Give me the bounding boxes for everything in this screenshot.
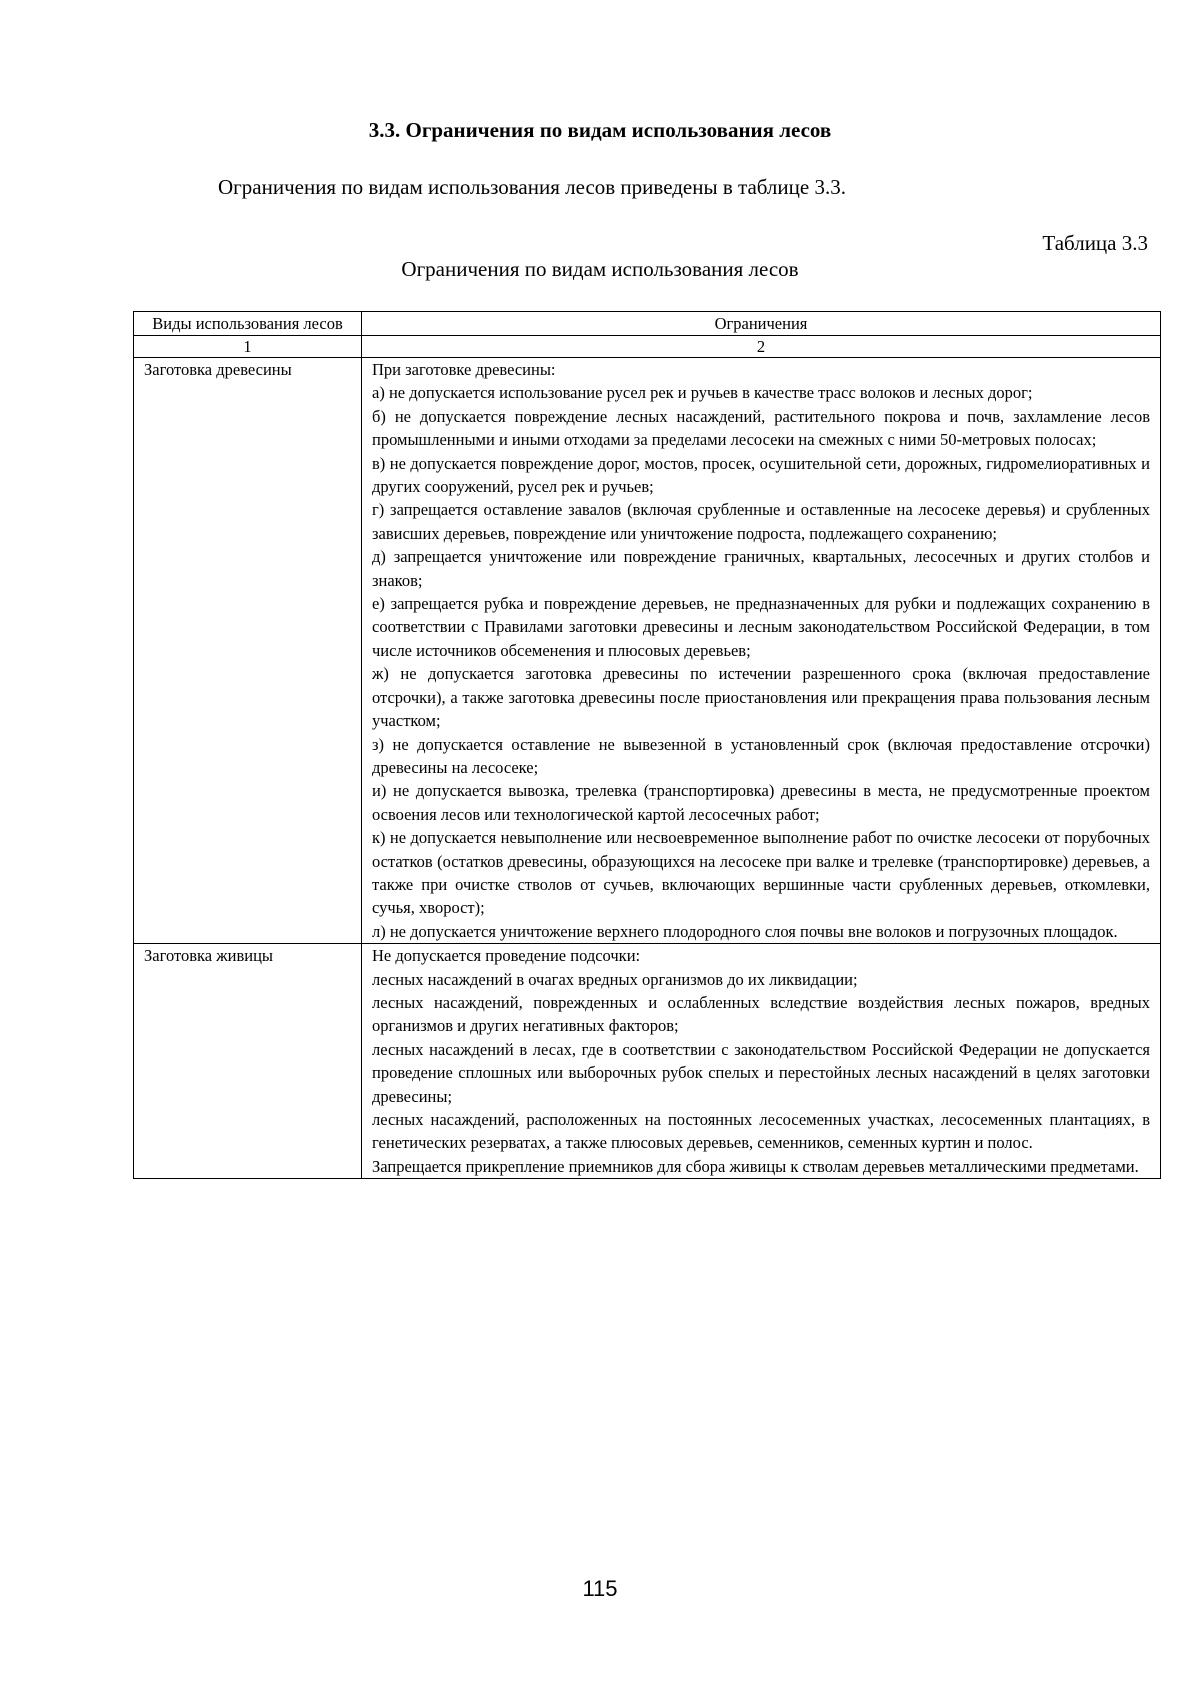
- restrictions-cell: [362, 944, 1161, 1179]
- restriction-paragraph: и) не допускается вывозка, трелевка (транспортировка) древесины в места, не предусмотренные проектом освоения лесов или технологической картой лесосечных работ;: [372, 781, 1150, 824]
- table-row: [134, 358, 1161, 944]
- restriction-paragraph: лесных насаждений, поврежденных и ослабленных вследствие воздействия лесных пожаров, вредных организмов и других негативных факторов;: [372, 992, 1150, 1036]
- section-heading: 3.3. Ограничения по видам использования лесов: [368, 118, 832, 142]
- column-number-2: 2: [362, 336, 1161, 358]
- intro-paragraph: Ограничения по видам использования лесов приведены в таблице 3.3.: [218, 175, 846, 199]
- table-row: [134, 944, 1161, 1179]
- restriction-paragraph: л) не допускается уничтожение верхнего плодородного слоя почвы вне волоков и погрузочных площадок.: [372, 921, 1118, 941]
- restriction-paragraph: лесных насаждений в очагах вредных организмов до их ликвидации;: [372, 969, 858, 989]
- header-restrictions: Ограничения: [362, 312, 1161, 336]
- restrictions-cell: [362, 358, 1161, 944]
- restriction-paragraph: При заготовке древесины:: [372, 360, 556, 379]
- restriction-paragraph: ж) не допускается заготовка древесины по истечении разрешенного срока (включая предоставление отсрочки), а также заготовка древесины после приостановления или прекращения права пользования лесным участком;: [372, 664, 1150, 731]
- header-forest-use-types: Виды использования лесов: [134, 312, 362, 336]
- restriction-paragraph: з) не допускается оставление не вывезенной в установленный срок (включая предоставление отсрочки) древесины на лесосеке;: [372, 734, 1150, 777]
- restriction-paragraph: к) не допускается невыполнение или несвоевременное выполнение работ по очистке лесосеки от порубочных остатков (остатков древесины, образующихся на лесосеке при валке и трелевке (транспортировке) деревьев, а также при очистке стволов от сучьев, включающих вершинные части срубленных деревьев, откомлевки, сучья, хворост);: [372, 828, 1150, 918]
- restriction-paragraph: д) запрещается уничтожение или повреждение граничных, квартальных, лесосечных и других столбов и знаков;: [372, 547, 1150, 590]
- restrictions-table: [133, 311, 1161, 1179]
- restriction-paragraph: лесных насаждений, расположенных на постоянных лесосеменных участках, лесосеменных плантациях, в генетических резерватах, а также плюсовых деревьев, семенников, семенных куртин и полос.: [372, 1110, 1150, 1153]
- restriction-paragraph: Не допускается проведение подсочки:: [372, 946, 641, 966]
- table-header-row: [134, 312, 1161, 336]
- restriction-paragraph: в) не допускается повреждение дорог, мостов, просек, осушительной сети, дорожных, гидромелиоративных и других сооружений, русел рек и ручьев;: [372, 453, 1150, 497]
- restriction-paragraph: лесных насаждений в лесах, где в соответствии с законодательством Российской Федерации не допускается проведение сплошных или выборочных рубок спелых и перестойных лесных насаждений в целях заготовки древесины;: [372, 1039, 1150, 1106]
- restriction-paragraph: е) запрещается рубка и повреждение деревьев, не предназначенных для рубки и подлежащих сохранению в соответствии с Правилами заготовки древесины и лесным законодательством Российской Федерации, в том числе источников обсеменения и плюсовых деревьев;: [372, 594, 1150, 660]
- column-number-row: [134, 336, 1161, 358]
- page-number: 115: [582, 1576, 618, 1601]
- restriction-paragraph: Запрещается прикрепление приемников для сбора живицы к стволам деревьев металлическими предметами.: [372, 1156, 1139, 1176]
- table-title: Ограничения по видам использования лесов: [401, 257, 799, 281]
- table-number: Таблица 3.3: [1042, 231, 1148, 255]
- use-type-cell: Заготовка живицы: [134, 944, 362, 1179]
- restriction-paragraph: а) не допускается использование русел рек и ручьев в качестве трасс волоков и лесных дорог;: [372, 383, 1033, 403]
- column-number-1: 1: [134, 336, 362, 358]
- restriction-paragraph: б) не допускается повреждение лесных насаждений, растительного покрова и почв, захламление лесов промышленными и иными отходами за пределами лесосеки на смежных с ними 50-метровых полосах;: [372, 406, 1150, 450]
- use-type-cell: Заготовка древесины: [134, 358, 362, 944]
- restriction-paragraph: г) запрещается оставление завалов (включая срубленные и оставленные на лесосеке деревья) и срубленных зависших деревьев, повреждение или уничтожение подроста, подлежащего сохранению;: [372, 500, 1150, 543]
